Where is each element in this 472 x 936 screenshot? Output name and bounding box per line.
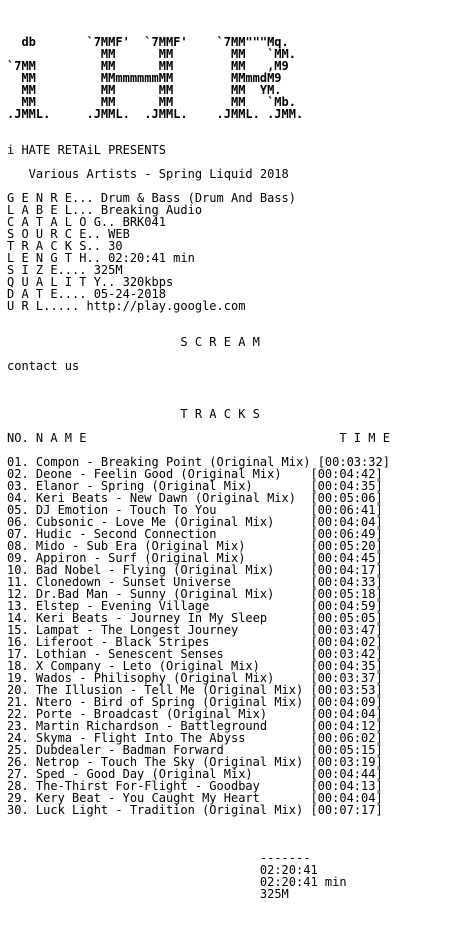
track-title: DJ Emotion - Touch To You (28, 503, 217, 517)
track-time: [00:04:35] (310, 479, 383, 493)
track-number: 01. (7, 455, 29, 469)
track-title: X Company - Leto (Original Mix) (28, 659, 260, 673)
logo-line: `7MM MM MM MM ,M9 (7, 59, 289, 73)
track-number: 13. (7, 599, 29, 613)
track-title: Keri Beats - Journey In My Sleep (28, 611, 268, 625)
spacer (7, 312, 472, 324)
track-number: 09. (7, 551, 29, 565)
track-number: 08. (7, 539, 29, 553)
track-time: [00:04:04] (310, 515, 383, 529)
totals-size: 325M (259, 887, 289, 901)
track-time: [00:04:04] (310, 707, 383, 721)
info-value: BRK041 (115, 215, 166, 229)
spacer (7, 120, 472, 132)
track-title: Wados - Philisophy (Original Mix) (28, 671, 275, 685)
track-time: [00:04:33] (310, 575, 383, 589)
track-number: 23. (7, 719, 29, 733)
track-number: 04. (7, 491, 29, 505)
track-number: 29. (7, 791, 29, 805)
info-value: 325M (86, 263, 123, 277)
track-time: [00:04:44] (310, 767, 383, 781)
track-time: [00:04:42] (310, 467, 383, 481)
track-number: 19. (7, 671, 29, 685)
spacer (7, 828, 472, 840)
track-number: 16. (7, 635, 29, 649)
track-number: 18. (7, 659, 29, 673)
totals (7, 852, 472, 900)
logo-line (7, 12, 472, 24)
spacer (7, 384, 472, 396)
track-time: [00:03:53] (310, 683, 383, 697)
track-title: Dubdealer - Badman Forward (28, 743, 224, 757)
track-number: 21. (7, 695, 29, 709)
track-number: 03. (7, 479, 29, 493)
info-label: S O U R C E.. (7, 227, 101, 241)
track-title: Lampat - The Longest Journey (28, 623, 239, 637)
track-title: Porte - Broadcast (Original Mix) (28, 707, 268, 721)
track-time: [00:06:02] (310, 731, 383, 745)
info-label: C A T A L O G.. (7, 215, 116, 229)
track-title: Mido - Sub Era (Original Mix) (28, 539, 246, 553)
logo-line: MM MM MM MM `Mb. (7, 95, 296, 109)
spacer (7, 816, 472, 828)
logo-line: db `7MMF' `7MMF' `7MM"""Mq. (7, 35, 289, 49)
track-time: [00:04:02] (310, 635, 383, 649)
info-label: Q U A L I T Y.. (7, 275, 116, 289)
track-title: Elanor - Spring (Original Mix) (28, 479, 253, 493)
track-title: Netrop - Touch The Sky (Original Mix) (28, 755, 304, 769)
track-time: [00:05:06] (310, 491, 383, 505)
info-label: S I Z E.... (7, 263, 87, 277)
track-number: 25. (7, 743, 29, 757)
info-value: 02:20:41 min (100, 251, 195, 265)
info-value: 30 (100, 239, 123, 253)
track-title: Lothian - Senescent Senses (28, 647, 224, 661)
info-value: WEB (100, 227, 130, 241)
totals-length: 02:20:41 min (259, 875, 347, 889)
track-time: [00:03:37] (310, 671, 383, 685)
info-label: G E N R E... (7, 191, 94, 205)
track-title: Deone - Feelin Good (Original Mix) (28, 467, 282, 481)
track-number: 28. (7, 779, 29, 793)
tracks-header-time: T I M E (339, 431, 390, 445)
track-time: [00:04:17] (310, 563, 383, 577)
track-number: 22. (7, 707, 29, 721)
info-url (7, 300, 472, 312)
track-title: The Illusion - Tell Me (Original Mix) (28, 683, 304, 697)
track-title: Hudic - Second Connection (28, 527, 217, 541)
info-value: Breaking Audio (93, 203, 203, 217)
totals-rule: ------- (259, 851, 311, 865)
logo-line: MM MM MM MM YM. (7, 83, 282, 97)
spacer (7, 372, 472, 384)
track-number: 24. (7, 731, 29, 745)
track-number: 07. (7, 527, 29, 541)
track-title: Skyma - Flight Into The Abyss (28, 731, 246, 745)
track-time: [00:04:45] (310, 551, 383, 565)
track-time: [00:03:42] (310, 647, 383, 661)
track-title: Compon - Breaking Point (Original Mix) (28, 455, 311, 469)
info-label: L E N G T H.. (7, 251, 101, 265)
track-number: 20. (7, 683, 29, 697)
track-title: Sped - Good Day (Original Mix) (28, 767, 253, 781)
track-number: 17. (7, 647, 29, 661)
logo-line: MM MM MM `MM. (7, 47, 296, 61)
track-time: [00:07:17] (310, 803, 383, 817)
track-number: 14. (7, 611, 29, 625)
track-time: [00:05:18] (310, 587, 383, 601)
track-time: [00:03:47] (310, 623, 383, 637)
track-title: Luck Light - Tradition (Original Mix) (28, 803, 304, 817)
logo-line: .JMML. .JMML. .JMML. .JMML. .JMM. (7, 107, 304, 121)
track-time: [00:04:13] (310, 779, 383, 793)
track-title: Dr.Bad Man - Sunny (Original Mix) (28, 587, 275, 601)
track-number: 05. (7, 503, 29, 517)
tracks-heading: T R A C K S (7, 407, 260, 421)
track-title: Martin Richardson - Battleground (28, 719, 268, 733)
track-time: [00:03:32] (317, 455, 390, 469)
logo-line (7, 0, 472, 12)
track-number: 12. (7, 587, 29, 601)
track-number: 10. (7, 563, 29, 577)
logo-line: MM MMmmmmmmMM MMmmdM9 (7, 71, 282, 85)
track-time: [00:04:35] (310, 659, 383, 673)
track-number: 11. (7, 575, 29, 589)
scream-heading: S C R E A M (7, 335, 260, 349)
track-time: [00:05:20] (310, 539, 383, 553)
track-number: 06. (7, 515, 29, 529)
track-title: Bad Nobel - Flying (Original Mix) (28, 563, 275, 577)
info-value: Drum & Bass (Drum And Bass) (93, 191, 296, 205)
info-label: T R A C K S.. (7, 239, 101, 253)
track-title: Ntero - Bird of Spring (Original Mix) (28, 695, 304, 709)
track-list (7, 456, 472, 816)
track-title: Keri Beats - New Dawn (Original Mix) (28, 491, 296, 505)
contact-link[interactable]: contact us (7, 359, 80, 373)
info-value: 05-24-2018 (86, 287, 166, 301)
tracks-header-no: NO. (7, 431, 29, 445)
track-time: [00:03:19] (310, 755, 383, 769)
track-time: [00:04:04] (310, 791, 383, 805)
totals-size-row (7, 888, 472, 900)
track-title: Elstep - Evening Village (28, 599, 210, 613)
track-time: [00:05:05] (310, 611, 383, 625)
totals-time: 02:20:41 (259, 863, 318, 877)
nfo-text (7, 0, 472, 900)
track-title: The-Thirst For-Flight - Goodbay (28, 779, 260, 793)
info-label: D A T E.... (7, 287, 87, 301)
track-time: [00:04:59] (310, 599, 383, 613)
track-time: [00:06:41] (310, 503, 383, 517)
tracks-header-name: N A M E (28, 431, 87, 445)
track-title: Liferoot - Black Stripes (28, 635, 210, 649)
tracks-header-gap (86, 431, 339, 445)
track-title: Kery Beat - You Caught My Heart (28, 791, 260, 805)
info-label: L A B E L... (7, 203, 94, 217)
url-link[interactable]: http://play.google.com (79, 299, 246, 313)
track-time: [00:05:15] (310, 743, 383, 757)
track-title: Clonedown - Sunset Universe (28, 575, 231, 589)
track-title: Appiron - Surf (Original Mix) (28, 551, 246, 565)
presents-line: i HATE RETAiL PRESENTS (7, 143, 166, 157)
track-number: 02. (7, 467, 29, 481)
ascii-logo (7, 0, 472, 120)
track-time: [00:04:09] (310, 695, 383, 709)
track-number: 15. (7, 623, 29, 637)
info-value: 320kbps (115, 275, 174, 289)
release-title: Various Artists - Spring Liquid 2018 (7, 167, 289, 181)
track-title: Cubsonic - Love Me (Original Mix) (28, 515, 275, 529)
track-row (7, 804, 472, 816)
track-time: [00:06:49] (310, 527, 383, 541)
info-label: U R L..... (7, 299, 80, 313)
track-time: [00:04:12] (310, 719, 383, 733)
tracks-header (7, 432, 472, 444)
track-number: 26. (7, 755, 29, 769)
release-info (7, 192, 472, 312)
track-number: 30. (7, 803, 29, 817)
track-number: 27. (7, 767, 29, 781)
